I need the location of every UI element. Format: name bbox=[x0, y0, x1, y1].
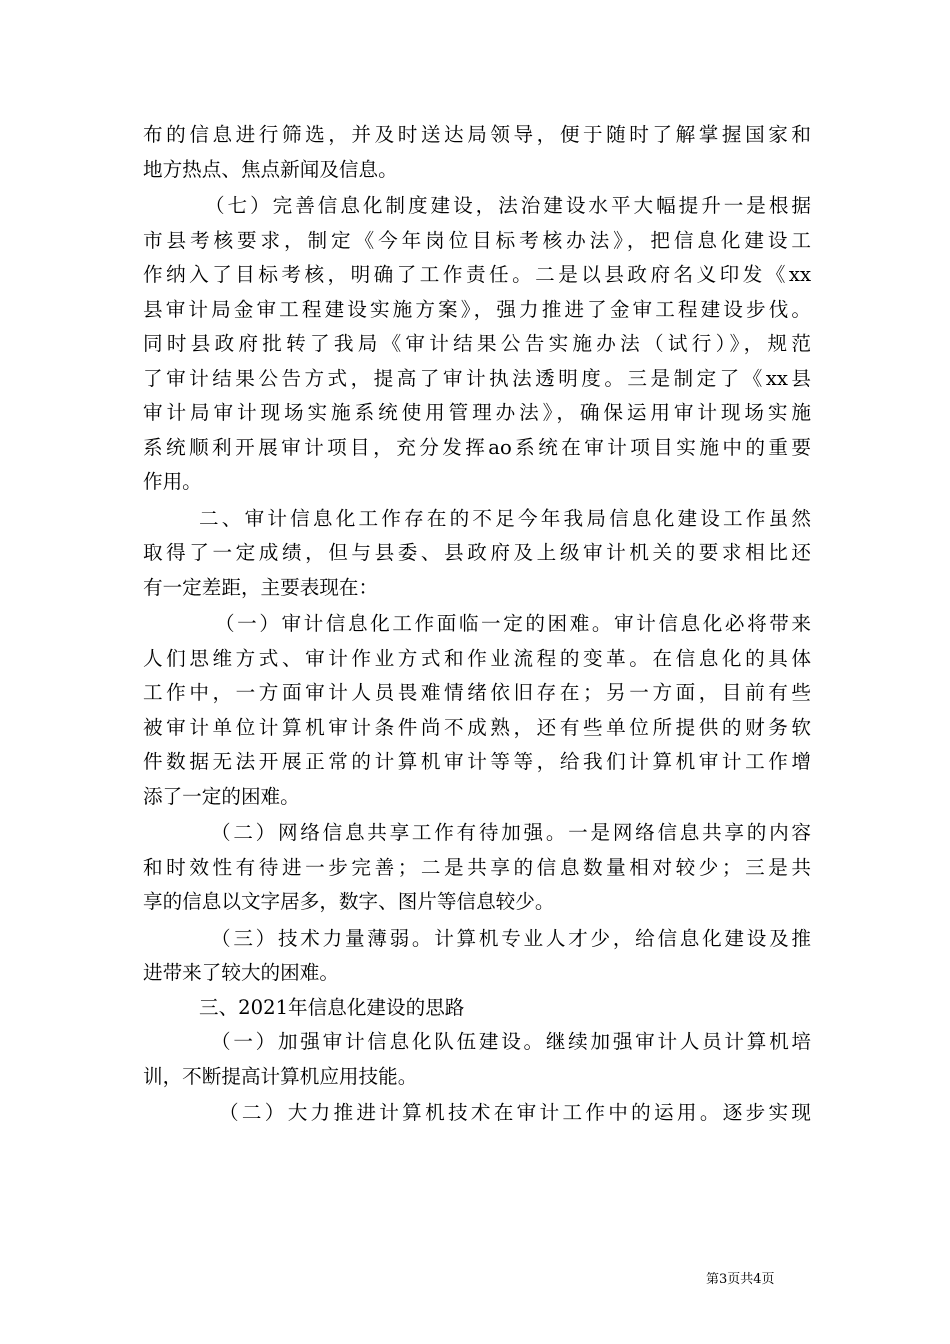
text-line: 添了一定的困难。 bbox=[143, 784, 300, 808]
text-line: 了审计结果公告方式，提高了审计执法透明度。三是制定了《xx县 bbox=[143, 366, 811, 390]
text-line: 工作中，一方面审计人员畏难情绪依旧存在；另一方面，目前有些 bbox=[143, 681, 811, 704]
text-line: 市县考核要求，制定《今年岗位目标考核办法》，把信息化建设工 bbox=[143, 228, 811, 252]
text-line: 有一定差距，主要表现在： bbox=[143, 575, 379, 599]
section-heading-line: 二、审计信息化工作存在的不足今年我局信息化建设工作虽然 bbox=[199, 506, 811, 530]
text-line: 人们思维方式、审计作业方式和作业流程的变革。在信息化的具体 bbox=[143, 646, 811, 670]
text-line: 被审计单位计算机审计条件尚不成熟，还有些单位所提供的财务软 bbox=[143, 715, 811, 739]
section-heading-line: 三、2021年信息化建设的思路 bbox=[199, 995, 465, 1019]
document-body bbox=[143, 118, 811, 1131]
text-line: 县审计局金审工程建设实施方案》，强力推进了金审工程建设步伐。 bbox=[143, 297, 811, 321]
paragraph-heading-line: （一）审计信息化工作面临一定的困难。审计信息化必将带来 bbox=[215, 612, 811, 635]
paragraph-heading-line: （七）完善信息化制度建设，法治建设水平大幅提升一是根据 bbox=[205, 194, 811, 217]
text-line: 和时效性有待进一步完善；二是共享的信息数量相对较少；三是共 bbox=[143, 855, 811, 879]
text-line: 同时县政府批转了我局《审计结果公告实施办法（试行）》，规范 bbox=[143, 332, 811, 355]
text-line: 训，不断提高计算机应用技能。 bbox=[143, 1064, 418, 1088]
text-line: 作用。 bbox=[143, 470, 202, 493]
text-line: 地方热点、焦点新闻及信息。 bbox=[143, 157, 398, 181]
paragraph-heading-line: （二）网络信息共享工作有待加强。一是网络信息共享的内容 bbox=[211, 821, 811, 844]
page-number: 第3页共4页 bbox=[706, 1272, 775, 1287]
text-line: 布的信息进行筛选，并及时送达局领导，便于随时了解掌握国家和 bbox=[143, 123, 811, 146]
paragraph-heading-line: （二）大力推进计算机技术在审计工作中的运用。逐步实现 bbox=[219, 1101, 811, 1124]
text-line: 审计局审计现场实施系统使用管理办法》，确保运用审计现场实施 bbox=[143, 401, 811, 424]
text-line: 进带来了较大的困难。 bbox=[143, 961, 339, 984]
text-line: 系统顺利开展审计项目，充分发挥ao系统在审计项目实施中的重要 bbox=[143, 435, 811, 459]
text-line: 享的信息以文字居多，数字、图片等信息较少。 bbox=[143, 890, 555, 913]
paragraph-heading-line: （三）技术力量薄弱。计算机专业人才少，给信息化建设及推 bbox=[211, 926, 811, 950]
text-line: 作纳入了目标考核，明确了工作责任。二是以县政府名义印发《xx bbox=[143, 263, 811, 286]
text-line: 件数据无法开展正常的计算机审计等等，给我们计算机审计工作增 bbox=[143, 750, 811, 773]
text-line: 取得了一定成绩，但与县委、县政府及上级审计机关的要求相比还 bbox=[143, 541, 811, 564]
paragraph-heading-line: （一）加强审计信息化队伍建设。继续加强审计人员计算机培 bbox=[211, 1030, 811, 1053]
